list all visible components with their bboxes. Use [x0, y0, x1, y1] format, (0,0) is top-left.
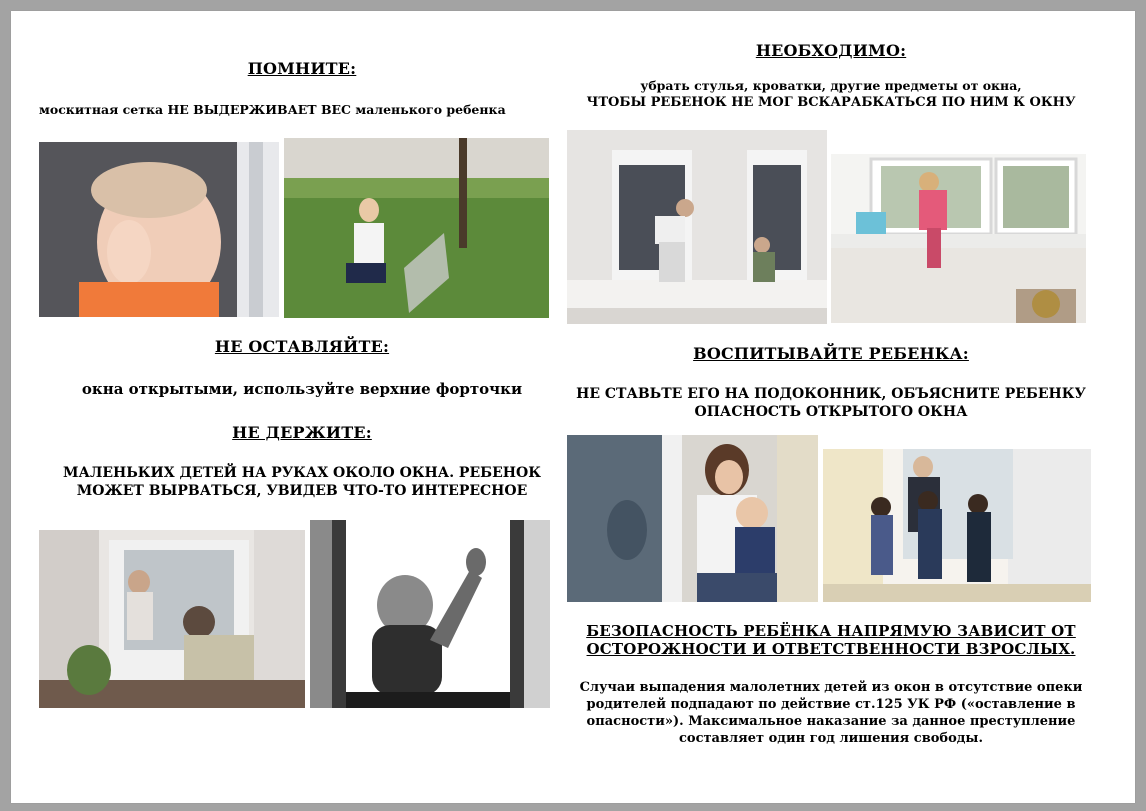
photo-mother-baby-window — [567, 435, 818, 602]
remember-header: ПОМНИТЕ: — [247, 59, 357, 78]
remember-text-part2: маленького ребенка — [350, 102, 506, 117]
photo-children-window-seat — [567, 130, 827, 324]
remember-text-part1: москитная сетка — [39, 102, 168, 117]
law-line3: опасности»). Максимальное наказание за данное преступление — [586, 714, 1076, 729]
educate-header: ВОСПИТЫВАЙТЕ РЕБЕНКА: — [693, 344, 969, 363]
necessary-header: НЕОБХОДИМО: — [755, 41, 907, 60]
dont-hold-header: НЕ ДЕРЖИТЕ: — [232, 423, 372, 442]
necessary-line1: убрать стулья, кроватки, другие предметы от окна, — [640, 78, 1022, 93]
photo-woman-inspecting-net — [284, 138, 549, 318]
law-line2: родителей подпадают по действие ст.125 УК РФ («оставление в — [586, 697, 1076, 712]
educate-line2: ОПАСНОСТЬ ОТКРЫТОГО ОКНА — [694, 404, 968, 420]
necessary-line2: ЧТОБЫ РЕБЕНОК НЕ МОГ ВСКАРАБКАТЬСЯ ПО НИМ К ОКНУ — [586, 95, 1076, 110]
photo-boy-mosquito-net — [39, 142, 279, 317]
dont-leave-text: окна открытыми, используйте верхние форточки — [81, 380, 523, 398]
educate-line1: НЕ СТАВЬТЕ ЕГО НА ПОДОКОННИК, ОБЪЯСНИТЕ РЕБЕНКУ — [576, 386, 1086, 402]
dont-hold-line1: МАЛЕНЬКИХ ДЕТЕЙ НА РУКАХ ОКОЛО ОКНА. РЕБЕНОК — [63, 465, 541, 481]
safety-line1: БЕЗОПАСНОСТЬ РЕБЁНКА НАПРЯМУЮ ЗАВИСИТ ОТ — [586, 622, 1076, 640]
remember-text-bold: НЕ ВЫДЕРЖИВАЕТ ВЕС — [167, 102, 351, 117]
safety-line2: ОСТОРОЖНОСТИ И ОТВЕТСТВЕННОСТИ ВЗРОСЛЫХ. — [586, 640, 1076, 658]
law-line1: Случаи выпадения малолетних детей из окон в отсутствие опеки — [579, 680, 1083, 695]
remember-text — [39, 102, 515, 118]
photo-grandmother-toddler-window — [39, 530, 305, 708]
photo-teacher-children-window — [823, 449, 1091, 602]
photo-baby-window-bw — [310, 520, 550, 708]
law-line4: составляет один год лишения свободы. — [678, 731, 983, 746]
law-text — [566, 679, 1096, 747]
dont-hold-line2: МОЖЕТ ВЫРВАТЬСЯ, УВИДЕВ ЧТО-ТО ИНТЕРЕСНОЕ — [76, 483, 528, 499]
leaflet-page — [11, 11, 1135, 803]
dont-leave-header: НЕ ОСТАВЛЯЙТЕ: — [214, 337, 390, 356]
photo-girl-windowsill-toys — [831, 154, 1086, 323]
